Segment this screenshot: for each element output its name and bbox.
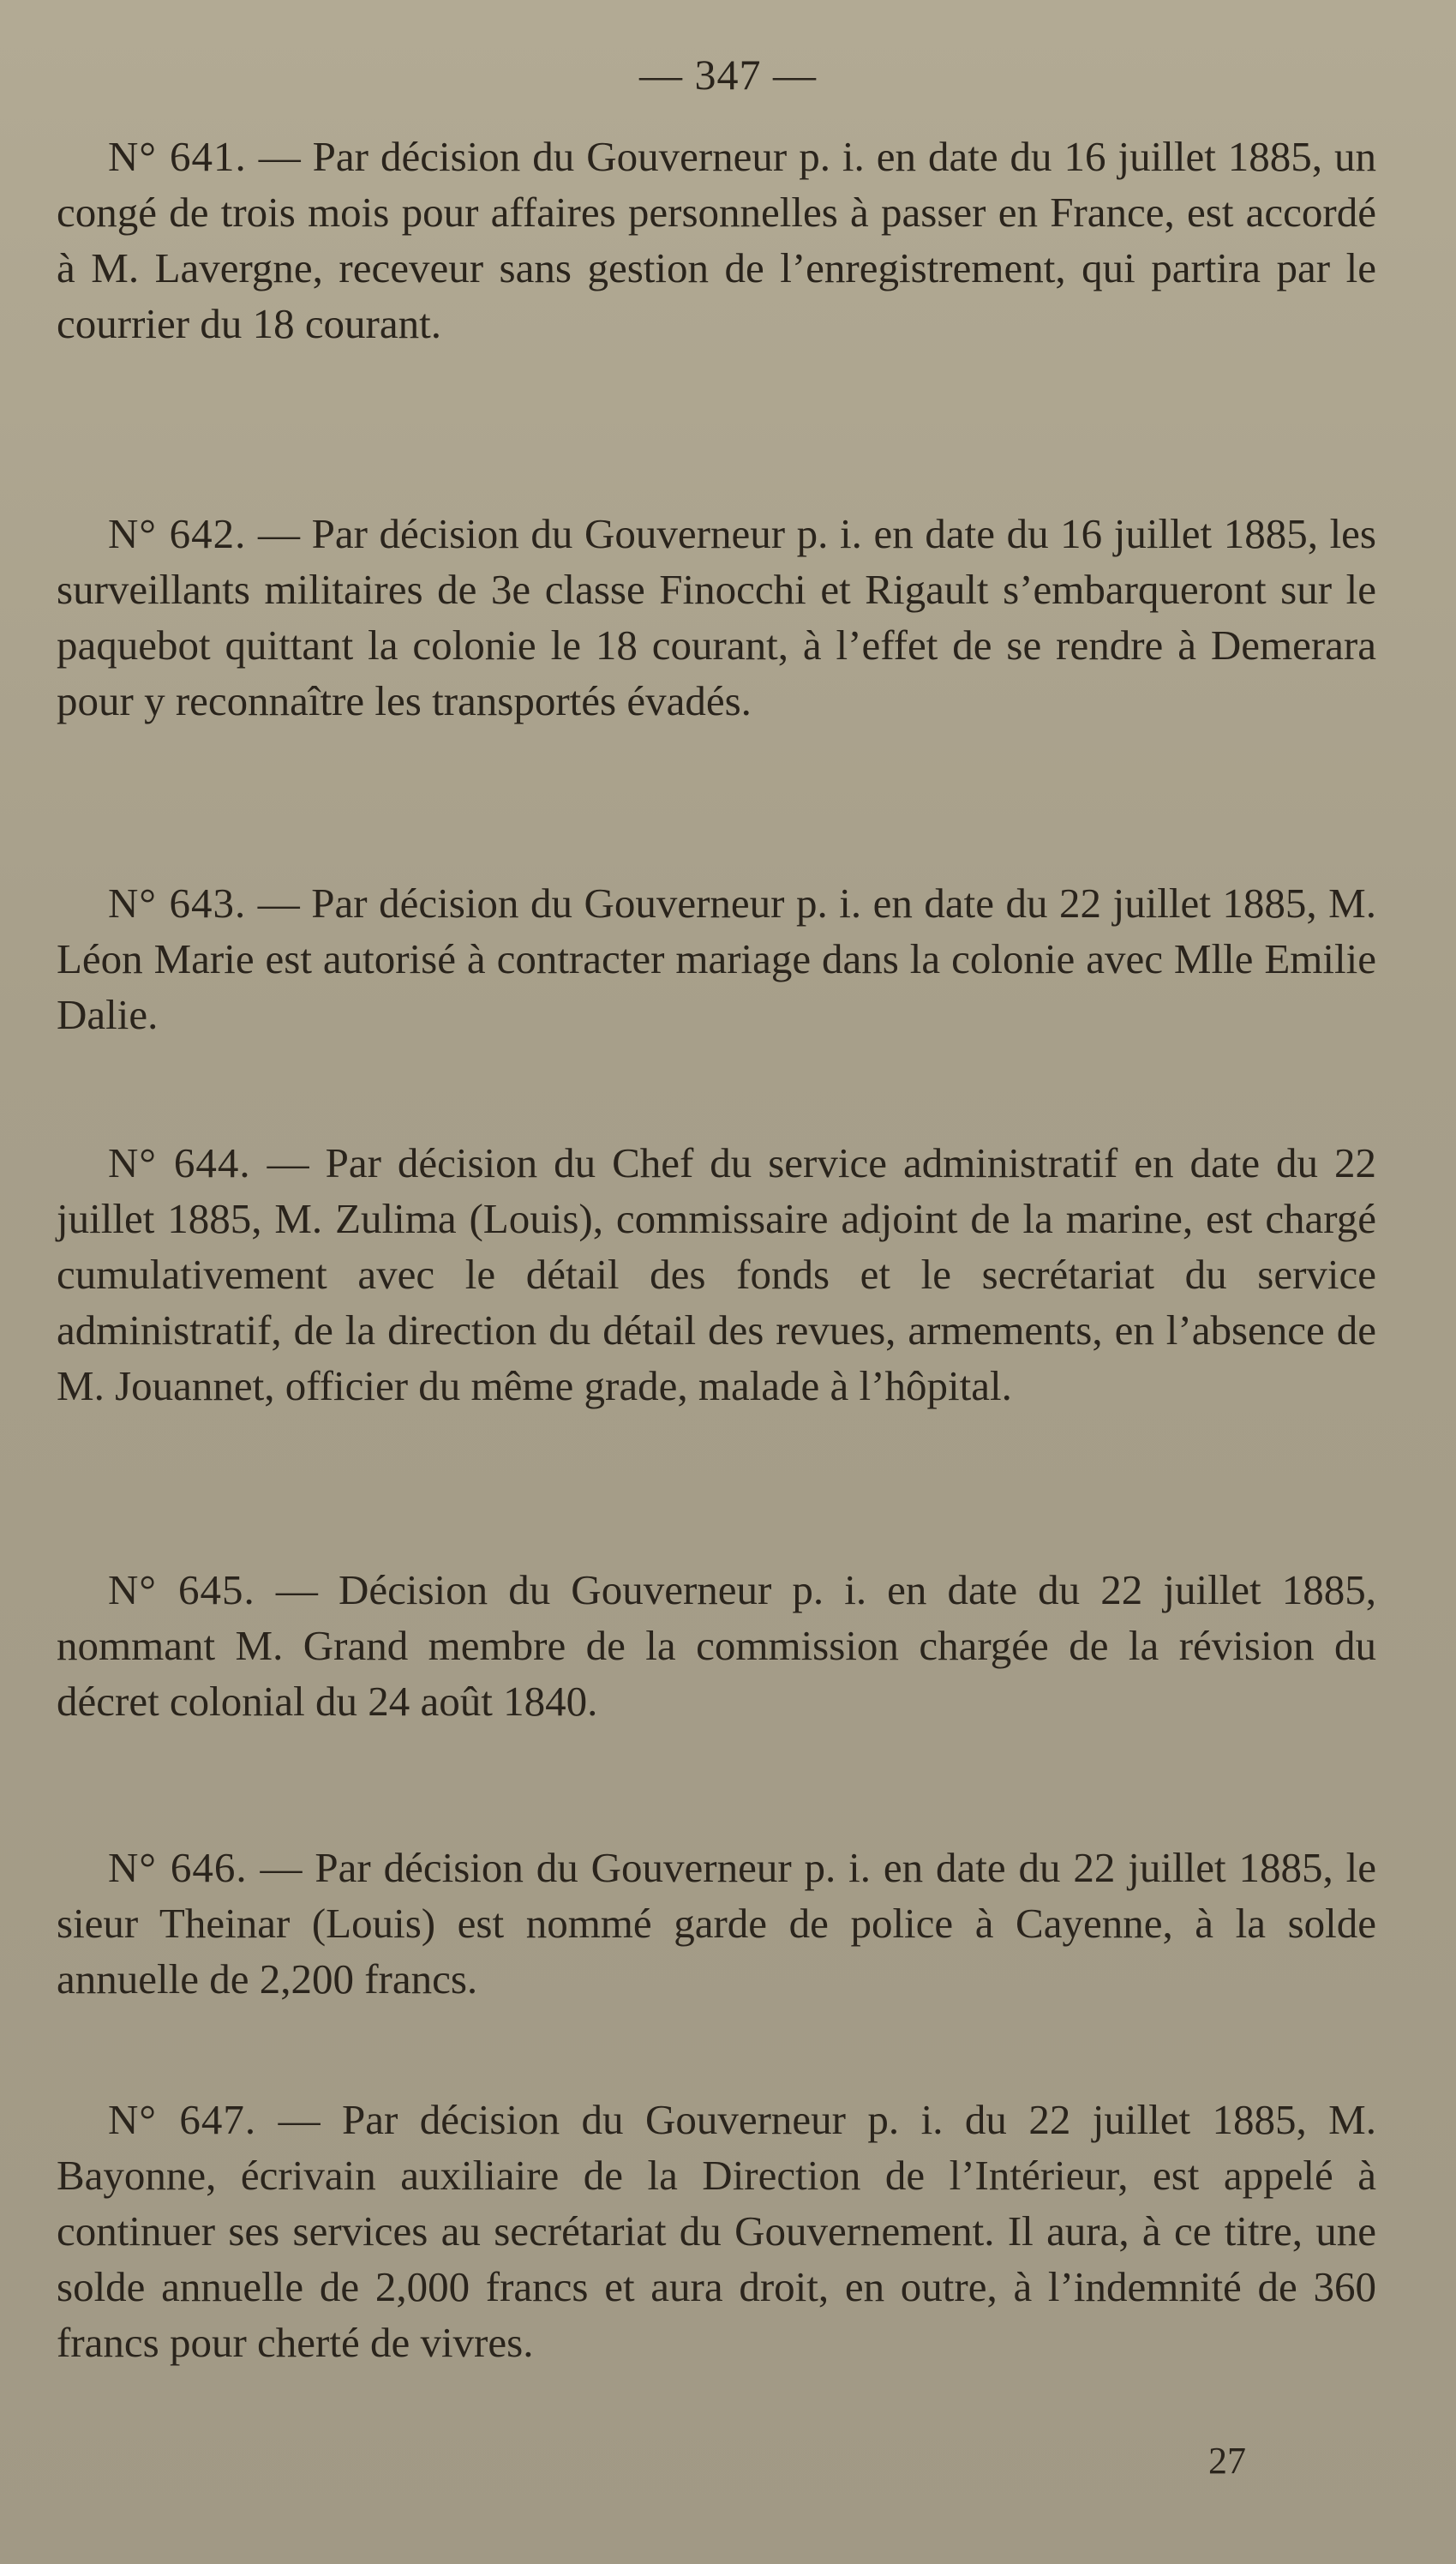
entry-643 xyxy=(57,875,1376,1042)
entry-text: — Par décision du Gouverneur p. i. en date du 22 juillet 1885, le sieur Theinar (Louis) est nommé garde de police à Cayenne, à la solde annuelle de 2,200 francs. xyxy=(57,1844,1377,2003)
entry-text: — Par décision du Gouverneur p. i. en date du 16 juillet 1885, un congé de trois mois pour affaires personnelles à passer en France, est accordé à M. Lavergne, receveur sans gestion de l’enregistrement, qui partira par le courrier du 18 courant. xyxy=(57,133,1377,347)
entry-number: N° 645. xyxy=(108,1566,255,1613)
entry-text: — Par décision du Gouverneur p. i. en date du 22 juillet 1885, M. Léon Marie est autorisé à contracter mariage dans la colonie avec Mlle Emilie Dalie. xyxy=(57,880,1376,1038)
entry-number: N° 647. xyxy=(108,2096,257,2143)
signature-mark: 27 xyxy=(1208,2440,1246,2482)
entry-641 xyxy=(57,129,1376,351)
entry-645 xyxy=(57,1562,1376,1729)
entry-text: — Par décision du Gouverneur p. i. du 22 juillet 1885, M. Bayonne, écrivain auxiliaire de la Direction de l’Intérieur, est appelé à continuer ses services au secrétariat du Gouvernement. Il aura, à ce titre, une solde annuelle de 2,000 francs et aura droit, en outre, à l’indemnité de 360 francs pour cherté de vivres. xyxy=(57,2096,1376,2366)
entry-number: N° 643. xyxy=(108,880,247,927)
entry-number: N° 644. xyxy=(108,1139,251,1186)
entry-647 xyxy=(57,2092,1376,2370)
entry-text: — Par décision du Chef du service administratif en date du 22 juillet 1885, M. Zulima (Louis), commissaire adjoint de la marine, est chargé cumulativement avec le détail des fonds et le secrétariat du service administratif, de la direction du détail des revues, armements, en l’absence de M. Jouannet, officier du même grade, malade à l’hôpital. xyxy=(57,1139,1377,1409)
entry-text: — Décision du Gouverneur p. i. en date du 22 juillet 1885, nommant M. Grand membre de la commission chargée de la révision du décret colonial du 24 août 1840. xyxy=(57,1566,1376,1725)
entry-number: N° 642. xyxy=(108,510,247,557)
entry-642 xyxy=(57,506,1376,729)
entry-646 xyxy=(57,1840,1376,2007)
entry-number: N° 641. xyxy=(108,133,247,180)
entry-644 xyxy=(57,1135,1376,1414)
page-number-header: — 347 — xyxy=(639,51,817,99)
entry-number: N° 646. xyxy=(108,1844,248,1891)
entry-text: — Par décision du Gouverneur p. i. en date du 16 juillet 1885, les surveillants militaires de 3e classe Finocchi et Rigault s’embarqueront sur le paquebot quittant la colonie le 18 courant, à l’effet de se rendre à Demerara pour y reconnaître les transportés évadés. xyxy=(57,510,1377,724)
